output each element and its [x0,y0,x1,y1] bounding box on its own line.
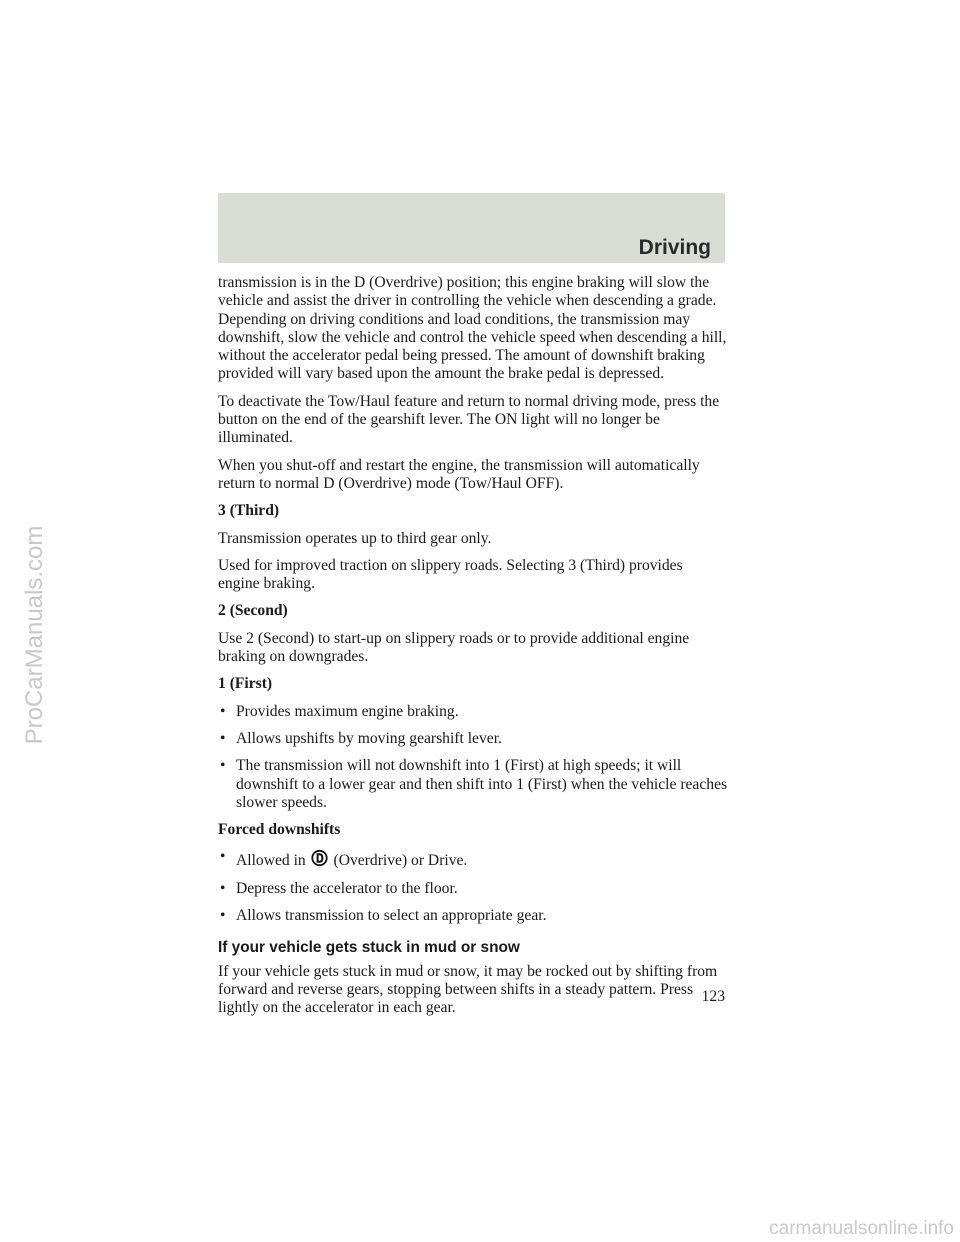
page-content [218,274,728,1027]
list-item-text: Provides maximum engine braking. [236,702,459,720]
list-item [218,907,728,925]
body-paragraph: If your vehicle gets stuck in mud or snow, it may be rocked out by shifting from forward and reverse gears, stopping between shifts in a steady pattern. Press lightly on the accelerator in each gear. [218,962,718,1017]
body-paragraph: When you shut-off and restart the engine, the transmission will automatically return to normal D (Overdrive) mode (Tow/Haul OFF). [218,456,700,492]
list-item-text: Allowed in [236,852,306,870]
heading-stuck-in-mud-or-snow: If your vehicle gets stuck in mud or snow [218,939,520,957]
list-item [218,757,728,812]
overdrive-d-icon [311,848,328,868]
list-item-text: Allows transmission to select an appropriate gear. [236,907,547,925]
subheading-first: 1 (First) [218,675,273,693]
list-item [218,880,728,898]
list-item-text: The transmission will not downshift into 1 (First) at high speeds; it will downshift to a lower gear and then shift into 1 (First) when the vehicle reaches slower speeds. [236,757,728,811]
bottom-watermark: carmanualsonline.info [769,1218,954,1239]
list-item-text: Depress the accelerator to the floor. [236,879,458,897]
list-item [218,703,728,721]
list-item [218,730,728,748]
side-watermark [5,505,65,765]
body-paragraph: Transmission operates up to third gear only. [218,529,492,547]
bullet-dot: • [220,757,226,775]
body-paragraph: transmission is in the D (Overdrive) position; this engine braking will slow the vehicle and assist the driver in controlling the vehicle when descending a grade. Depending on driving conditions and load conditions, the transmission may downshift, slow the vehicle and control the vehicle speed when descending a hill, without the accelerator pedal being pressed. The amount of downshift braking provided will vary based upon the amount the brake pedal is depressed. [218,274,727,383]
subheading-forced-downshifts: Forced downshifts [218,821,341,839]
body-paragraph: Use 2 (Second) to start-up on slippery roads or to provide additional engine braking on downgrades. [218,629,690,666]
bullet-dot: • [220,729,226,747]
body-paragraph: Used for improved traction on slippery roads. Selecting 3 (Third) provides engine braking. [218,556,683,593]
side-watermark-text: ProCarManuals.com [21,525,48,745]
section-title: Driving [638,236,711,259]
list-item-text: Allows upshifts by moving gearshift lever. [236,729,502,747]
bullet-dot: • [220,702,226,720]
bullet-dot: • [220,879,226,897]
section-header-band [218,193,725,263]
page-number: 123 [701,988,725,1005]
bullet-dot: • [220,848,226,866]
subheading-third: 3 (Third) [218,502,280,520]
list-item-text: (Overdrive) or Drive. [333,852,468,870]
body-paragraph: To deactivate the Tow/Haul feature and return to normal driving mode, press the button on the end of the gearshift lever. The ON light will no longer be illuminated. [218,392,720,447]
bullet-dot: • [220,907,226,925]
list-item [218,848,728,870]
subheading-second: 2 (Second) [218,602,288,620]
